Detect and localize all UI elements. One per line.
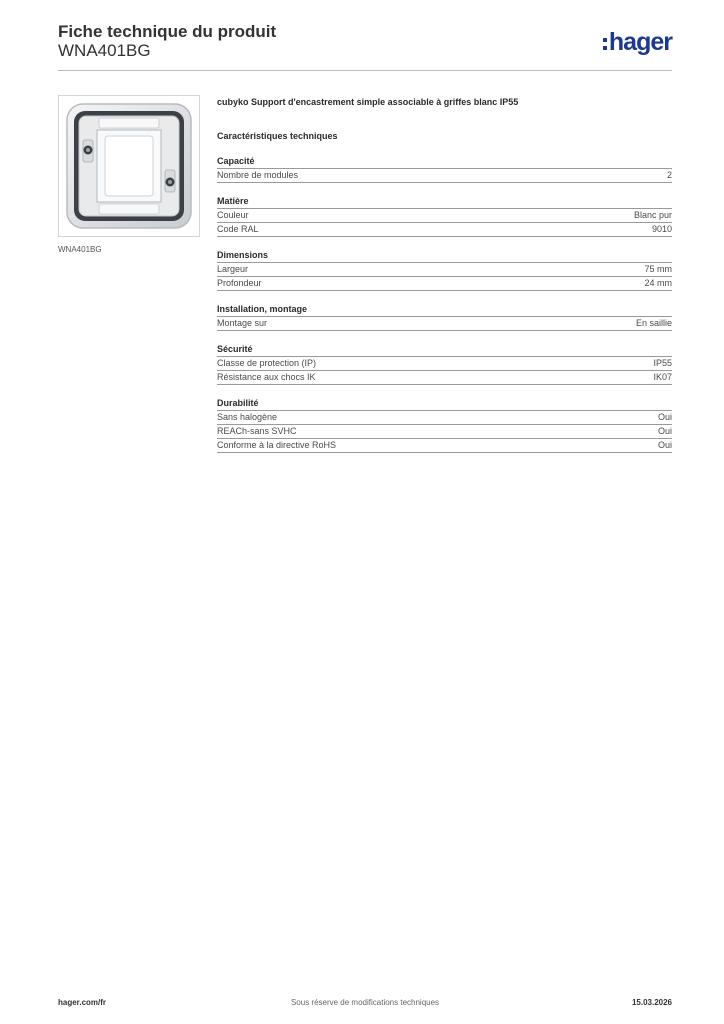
spec-label: Couleur: [217, 210, 249, 220]
spec-value: Oui: [657, 440, 672, 450]
page-footer: [58, 998, 672, 1010]
spec-row: [217, 411, 672, 425]
spec-row: [217, 439, 672, 453]
spec-group-dimensions: [217, 249, 672, 291]
footer-website-link[interactable]: hager.com/fr: [58, 998, 107, 1007]
spec-group-securite: [217, 343, 672, 385]
product-image: [58, 95, 200, 237]
spec-label: Classe de protection (IP): [217, 358, 317, 368]
product-details: [217, 95, 672, 453]
spec-label: Conforme à la directive RoHS: [217, 440, 337, 450]
spec-group-title: Dimensions: [217, 249, 672, 263]
spec-value: IP55: [653, 358, 672, 368]
product-description: cubyko Support d'encastrement simple associable à griffes blanc IP55: [217, 97, 519, 107]
spec-value: 24 mm: [644, 278, 672, 288]
page-header: [58, 20, 672, 71]
spec-value: IK07: [653, 372, 672, 382]
spec-label: Résistance aux chocs IK: [217, 372, 316, 382]
specs-heading: Caractéristiques techniques: [217, 131, 338, 141]
spec-label: REACh-sans SVHC: [217, 426, 297, 436]
mounting-frame-icon: [59, 96, 199, 236]
spec-row: [217, 223, 672, 237]
footer-disclaimer: Sous réserve de modifications techniques: [290, 998, 440, 1007]
spec-group-title: Sécurité: [217, 343, 672, 357]
spec-value: Blanc pur: [633, 210, 672, 220]
spec-group-capacite: [217, 155, 672, 183]
spec-label: Profondeur: [217, 278, 262, 288]
spec-label: Nombre de modules: [217, 170, 299, 180]
spec-label: Largeur: [217, 264, 249, 274]
spec-group-title: Capacité: [217, 155, 672, 169]
spec-group-title: Matière: [217, 195, 672, 209]
spec-row: [217, 317, 672, 331]
spec-group-title: Durabilité: [217, 397, 672, 411]
spec-value: 9010: [651, 224, 672, 234]
spec-value: En saillie: [635, 318, 672, 328]
spec-group-matiere: [217, 195, 672, 237]
spec-value: 75 mm: [644, 264, 672, 274]
spec-row: [217, 209, 672, 223]
footer-date: 15.03.2026: [631, 998, 672, 1007]
spec-row: [217, 425, 672, 439]
spec-value: Oui: [657, 426, 672, 436]
spec-value: 2: [666, 170, 672, 180]
image-caption: WNA401BG: [58, 245, 102, 254]
spec-row: [217, 277, 672, 291]
spec-label: Montage sur: [217, 318, 268, 328]
spec-group-durabilite: [217, 397, 672, 453]
product-reference: WNA401BG: [58, 41, 151, 60]
logo-dots-icon: [603, 38, 607, 50]
hager-logo[interactable]: [603, 28, 672, 56]
spec-label: Code RAL: [217, 224, 259, 234]
spec-label: Sans halogène: [217, 412, 278, 422]
spec-group-title: Installation, montage: [217, 303, 672, 317]
spec-row: [217, 371, 672, 385]
spec-value: Oui: [657, 412, 672, 422]
spec-row: [217, 169, 672, 183]
page-title: Fiche technique du produit: [58, 22, 277, 41]
spec-row: [217, 263, 672, 277]
spec-group-installation: [217, 303, 672, 331]
logo-text: hager: [608, 27, 672, 56]
spec-row: [217, 357, 672, 371]
